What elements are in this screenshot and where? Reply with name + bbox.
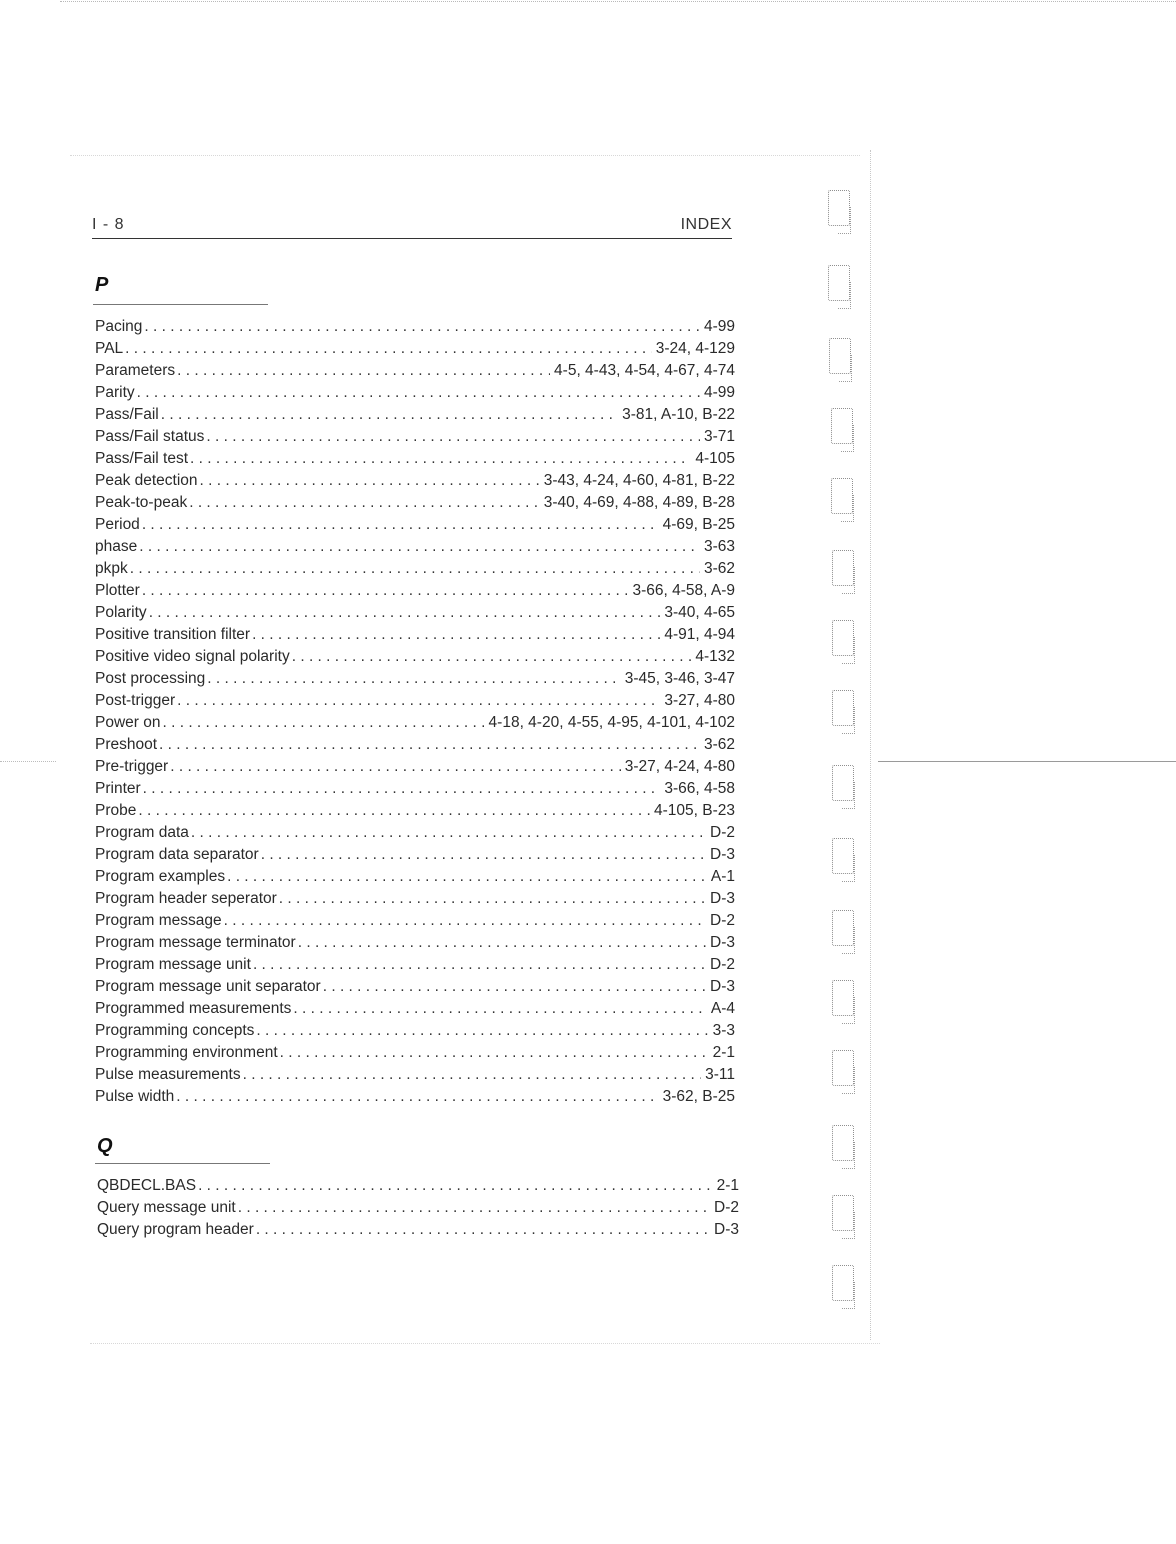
section-letter-p: P (95, 274, 109, 296)
dot-leader (137, 382, 700, 404)
index-entry (97, 1197, 739, 1219)
binder-hole (829, 338, 851, 374)
dot-leader (190, 448, 691, 470)
index-page-refs: D-3 (710, 934, 735, 951)
dot-leader (253, 954, 706, 976)
index-term: Period (95, 516, 140, 533)
binder-hole (832, 1265, 854, 1301)
index-entry (95, 822, 735, 844)
index-entry (95, 976, 735, 998)
dot-leader (177, 360, 550, 382)
binder-hole (832, 838, 854, 874)
index-entry (95, 558, 735, 580)
index-entry (95, 338, 735, 360)
index-entry (95, 1042, 735, 1064)
index-page-refs: 3-40, 4-65 (664, 604, 735, 621)
dot-leader (200, 470, 540, 492)
scan-faint-line (70, 155, 860, 156)
index-entry (95, 360, 735, 382)
index-page-refs: 3-45, 3-46, 3-47 (624, 670, 735, 687)
index-term: Preshoot (95, 736, 158, 753)
index-entry (95, 690, 735, 712)
index-term: PAL (95, 340, 124, 357)
index-entry (95, 382, 735, 404)
binder-hole (832, 690, 854, 726)
scan-border-line (60, 1, 1176, 2)
dot-leader (189, 492, 540, 514)
index-page-refs: D-3 (710, 978, 735, 995)
dot-leader (142, 514, 659, 536)
dot-leader (159, 734, 700, 756)
page-edge-line (0, 761, 56, 762)
binder-hole (832, 1050, 854, 1086)
section-divider (93, 304, 268, 305)
index-term: Positive video signal polarity (95, 648, 290, 665)
index-entry (95, 888, 735, 910)
binder-hole (831, 478, 853, 514)
dot-leader (176, 1086, 658, 1108)
section-title: INDEX (680, 216, 732, 233)
binder-hole (828, 190, 850, 226)
index-term: Printer (95, 780, 141, 797)
dot-leader (238, 1197, 710, 1219)
index-entry (95, 866, 735, 888)
page-edge-line (878, 761, 1176, 762)
dot-leader (243, 1064, 702, 1086)
index-term: Probe (95, 802, 137, 819)
index-page-refs: 3-63 (703, 538, 735, 555)
index-entry (95, 1086, 735, 1108)
dot-leader (177, 690, 660, 712)
dot-leader (293, 998, 706, 1020)
index-entry (95, 932, 735, 954)
index-term: Program message terminator (95, 934, 296, 951)
scan-faint-line (90, 1343, 880, 1344)
index-page-refs: 3-66, 4-58 (664, 780, 735, 797)
index-page-refs: 3-62, B-25 (662, 1088, 735, 1105)
index-entry (95, 756, 735, 778)
index-term: Programming environment (95, 1044, 278, 1061)
index-entry (95, 1064, 735, 1086)
index-entry (95, 580, 735, 602)
index-page-refs: D-3 (710, 890, 735, 907)
dot-leader (298, 932, 706, 954)
index-term: Power on (95, 714, 161, 731)
index-page-refs: A-4 (710, 1000, 735, 1017)
index-term: Pass/Fail (95, 406, 159, 423)
index-entry (95, 646, 735, 668)
index-term: Query program header (97, 1221, 254, 1238)
dot-leader (224, 910, 706, 932)
dot-leader (144, 316, 700, 338)
dot-leader (256, 1219, 710, 1241)
index-entry (95, 624, 735, 646)
index-entry (95, 602, 735, 624)
binder-hole (831, 408, 853, 444)
dot-leader (279, 888, 706, 910)
index-entry (95, 1020, 735, 1042)
dot-leader (280, 1042, 709, 1064)
binder-hole (832, 910, 854, 946)
index-page-refs: A-1 (710, 868, 735, 885)
binder-hole (828, 265, 850, 301)
index-entry (95, 734, 735, 756)
index-page-refs: 2-1 (712, 1044, 735, 1061)
index-term: Positive transition filter (95, 626, 251, 643)
index-page-refs: 4-105 (695, 450, 735, 467)
dot-leader (252, 624, 660, 646)
index-list-q (97, 1175, 739, 1241)
index-entry (95, 668, 735, 690)
index-page-refs: D-2 (710, 824, 735, 841)
dot-leader (206, 426, 700, 448)
index-entry (95, 536, 735, 558)
index-term: Program data (95, 824, 189, 841)
index-term: Program message unit separator (95, 978, 321, 995)
index-entry (95, 316, 735, 338)
dot-leader (143, 778, 661, 800)
index-page-refs: 3-27, 4-24, 4-80 (624, 758, 735, 775)
dot-leader (227, 866, 707, 888)
index-page-refs: D-2 (714, 1199, 739, 1216)
index-page-refs: 3-81, A-10, B-22 (622, 406, 735, 423)
index-page-refs: 3-24, 4-129 (655, 340, 735, 357)
index-page-refs: 3-11 (705, 1066, 735, 1083)
index-list-p (95, 316, 735, 1108)
index-term: Parity (95, 384, 135, 401)
dot-leader (130, 558, 700, 580)
index-term: Query message unit (97, 1199, 236, 1216)
dot-leader (162, 712, 484, 734)
index-term: Pass/Fail test (95, 450, 189, 467)
index-term: Program header seperator (95, 890, 277, 907)
index-page-refs: 3-3 (712, 1022, 735, 1039)
index-entry (95, 492, 735, 514)
dot-leader (198, 1175, 713, 1197)
dot-leader (256, 1020, 708, 1042)
index-entry (95, 448, 735, 470)
index-page-refs: 3-27, 4-80 (664, 692, 735, 709)
index-page-refs: D-2 (710, 956, 735, 973)
index-page-refs: 3-71 (703, 428, 735, 445)
index-term: Pacing (95, 318, 143, 335)
index-term: Post-trigger (95, 692, 176, 709)
index-term: Plotter (95, 582, 140, 599)
index-page-refs: 3-43, 4-24, 4-60, 4-81, B-22 (543, 472, 735, 489)
section-letter-q: Q (97, 1135, 113, 1157)
index-term: Polarity (95, 604, 147, 621)
binder-hole (832, 980, 854, 1016)
index-page-refs: 4-99 (703, 318, 735, 335)
index-page-refs: 4-91, 4-94 (664, 626, 735, 643)
index-page-refs: 4-132 (695, 648, 735, 665)
index-term: Program message unit (95, 956, 251, 973)
index-term: Programmed measurements (95, 1000, 292, 1017)
index-page-refs: 3-62 (703, 736, 735, 753)
dot-leader (261, 844, 706, 866)
index-page-refs: D-2 (710, 912, 735, 929)
index-entry (95, 778, 735, 800)
index-term: Peak-to-peak (95, 494, 188, 511)
index-page-refs: 2-1 (716, 1177, 739, 1194)
binder-hole (832, 550, 854, 586)
index-term: Pre-trigger (95, 758, 169, 775)
index-term: QBDECL.BAS (97, 1177, 197, 1194)
index-entry (97, 1219, 739, 1241)
dot-leader (323, 976, 706, 998)
index-term: Programming concepts (95, 1022, 255, 1039)
index-page-refs: 3-62 (703, 560, 735, 577)
page-number: I - 8 (92, 216, 125, 233)
binder-hole (832, 1195, 854, 1231)
binder-hole (832, 620, 854, 656)
binder-hole (832, 765, 854, 801)
index-term: Pulse width (95, 1088, 175, 1105)
dot-leader (191, 822, 706, 844)
dot-leader (139, 536, 700, 558)
dot-leader (170, 756, 620, 778)
dot-leader (138, 800, 650, 822)
index-term: Post processing (95, 670, 206, 687)
dot-leader (125, 338, 652, 360)
index-term: Pulse measurements (95, 1066, 241, 1083)
index-term: pkpk (95, 560, 128, 577)
index-page-refs: D-3 (710, 846, 735, 863)
index-term: Peak detection (95, 472, 198, 489)
index-page-refs: 4-18, 4-20, 4-55, 4-95, 4-101, 4-102 (488, 714, 735, 731)
index-entry (95, 426, 735, 448)
dot-leader (292, 646, 692, 668)
dot-leader (149, 602, 661, 624)
binder-hole (832, 1125, 854, 1161)
index-page-refs: 4-69, B-25 (662, 516, 735, 533)
dot-leader (142, 580, 629, 602)
index-entry (95, 712, 735, 734)
index-entry (95, 910, 735, 932)
index-entry (95, 998, 735, 1020)
index-term: Program data separator (95, 846, 259, 863)
index-page-refs: D-3 (714, 1221, 739, 1238)
page-header (92, 216, 732, 239)
index-entry (95, 800, 735, 822)
index-entry (95, 470, 735, 492)
index-page-refs: 4-5, 4-43, 4-54, 4-67, 4-74 (554, 362, 735, 379)
binder-holes (824, 180, 884, 1310)
index-entry (95, 514, 735, 536)
index-term: Parameters (95, 362, 176, 379)
index-term: Pass/Fail status (95, 428, 205, 445)
index-page-refs: 4-105, B-23 (654, 802, 735, 819)
index-page-refs: 3-40, 4-69, 4-88, 4-89, B-28 (543, 494, 735, 511)
dot-leader (207, 668, 620, 690)
index-term: phase (95, 538, 138, 555)
section-divider (95, 1163, 270, 1164)
index-entry (95, 844, 735, 866)
index-entry (95, 404, 735, 426)
index-term: Program examples (95, 868, 226, 885)
index-entry (97, 1175, 739, 1197)
index-entry (95, 954, 735, 976)
index-term: Program message (95, 912, 222, 929)
dot-leader (161, 404, 618, 426)
index-page-refs: 4-99 (703, 384, 735, 401)
index-page-refs: 3-66, 4-58, A-9 (632, 582, 735, 599)
